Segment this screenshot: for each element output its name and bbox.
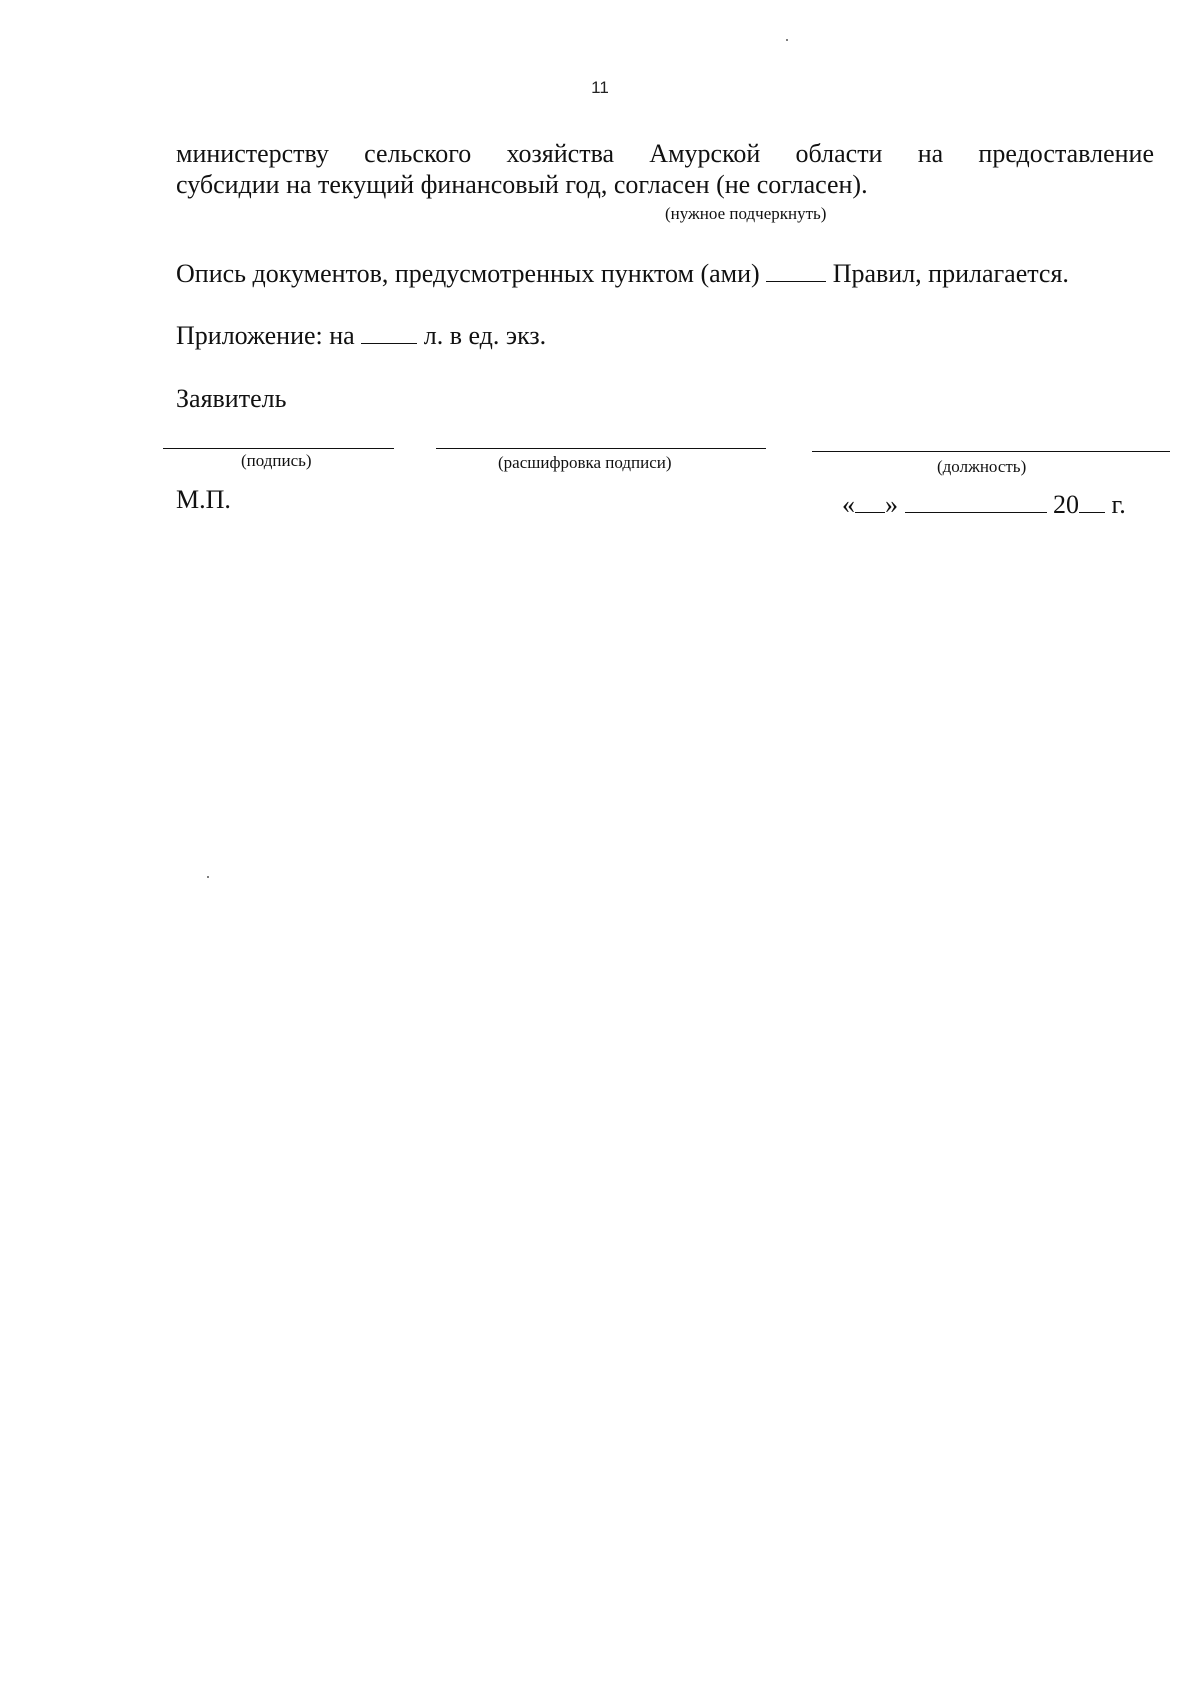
signature-line[interactable] xyxy=(163,448,394,449)
page-number: 11 xyxy=(591,78,609,97)
year-blank[interactable] xyxy=(1079,490,1105,513)
signature-caption: (подпись) xyxy=(241,451,312,470)
appendix-line xyxy=(176,320,546,351)
scan-speck xyxy=(786,39,788,41)
date-open-quote: « xyxy=(842,490,855,519)
date-line xyxy=(842,489,1126,520)
sheet-count-blank[interactable] xyxy=(361,321,417,344)
inventory-text: Опись документов, предусмотренных пунктом (ами) xyxy=(176,259,760,288)
underline-hint: (нужное подчеркнуть) xyxy=(665,204,827,223)
year-prefix: 20 xyxy=(1053,490,1079,519)
position-caption: (должность) xyxy=(937,457,1027,476)
month-blank[interactable] xyxy=(905,490,1047,513)
appendix-prefix: Приложение: на xyxy=(176,321,355,350)
scan-speck xyxy=(207,876,209,878)
inventory-rules-text: Правил, прилагается. xyxy=(832,259,1069,288)
year-suffix: г. xyxy=(1111,490,1126,519)
day-blank[interactable] xyxy=(855,490,885,513)
seal-mark: М.П. xyxy=(176,485,231,514)
signature-decoding-line[interactable] xyxy=(436,448,766,449)
position-line[interactable] xyxy=(812,451,1170,452)
consent-line-1: министерству сельского хозяйства Амурской области на предоставление xyxy=(176,139,1154,168)
date-close-quote: » xyxy=(885,490,898,519)
clause-number-blank[interactable] xyxy=(766,259,826,282)
inventory-line xyxy=(176,258,1069,289)
applicant-label: Заявитель xyxy=(176,384,287,413)
consent-line-2: субсидии на текущий финансовый год, согласен (не согласен). xyxy=(176,170,868,199)
appendix-suffix: л. в ед. экз. xyxy=(423,321,547,350)
decoding-caption: (расшифровка подписи) xyxy=(498,453,672,472)
